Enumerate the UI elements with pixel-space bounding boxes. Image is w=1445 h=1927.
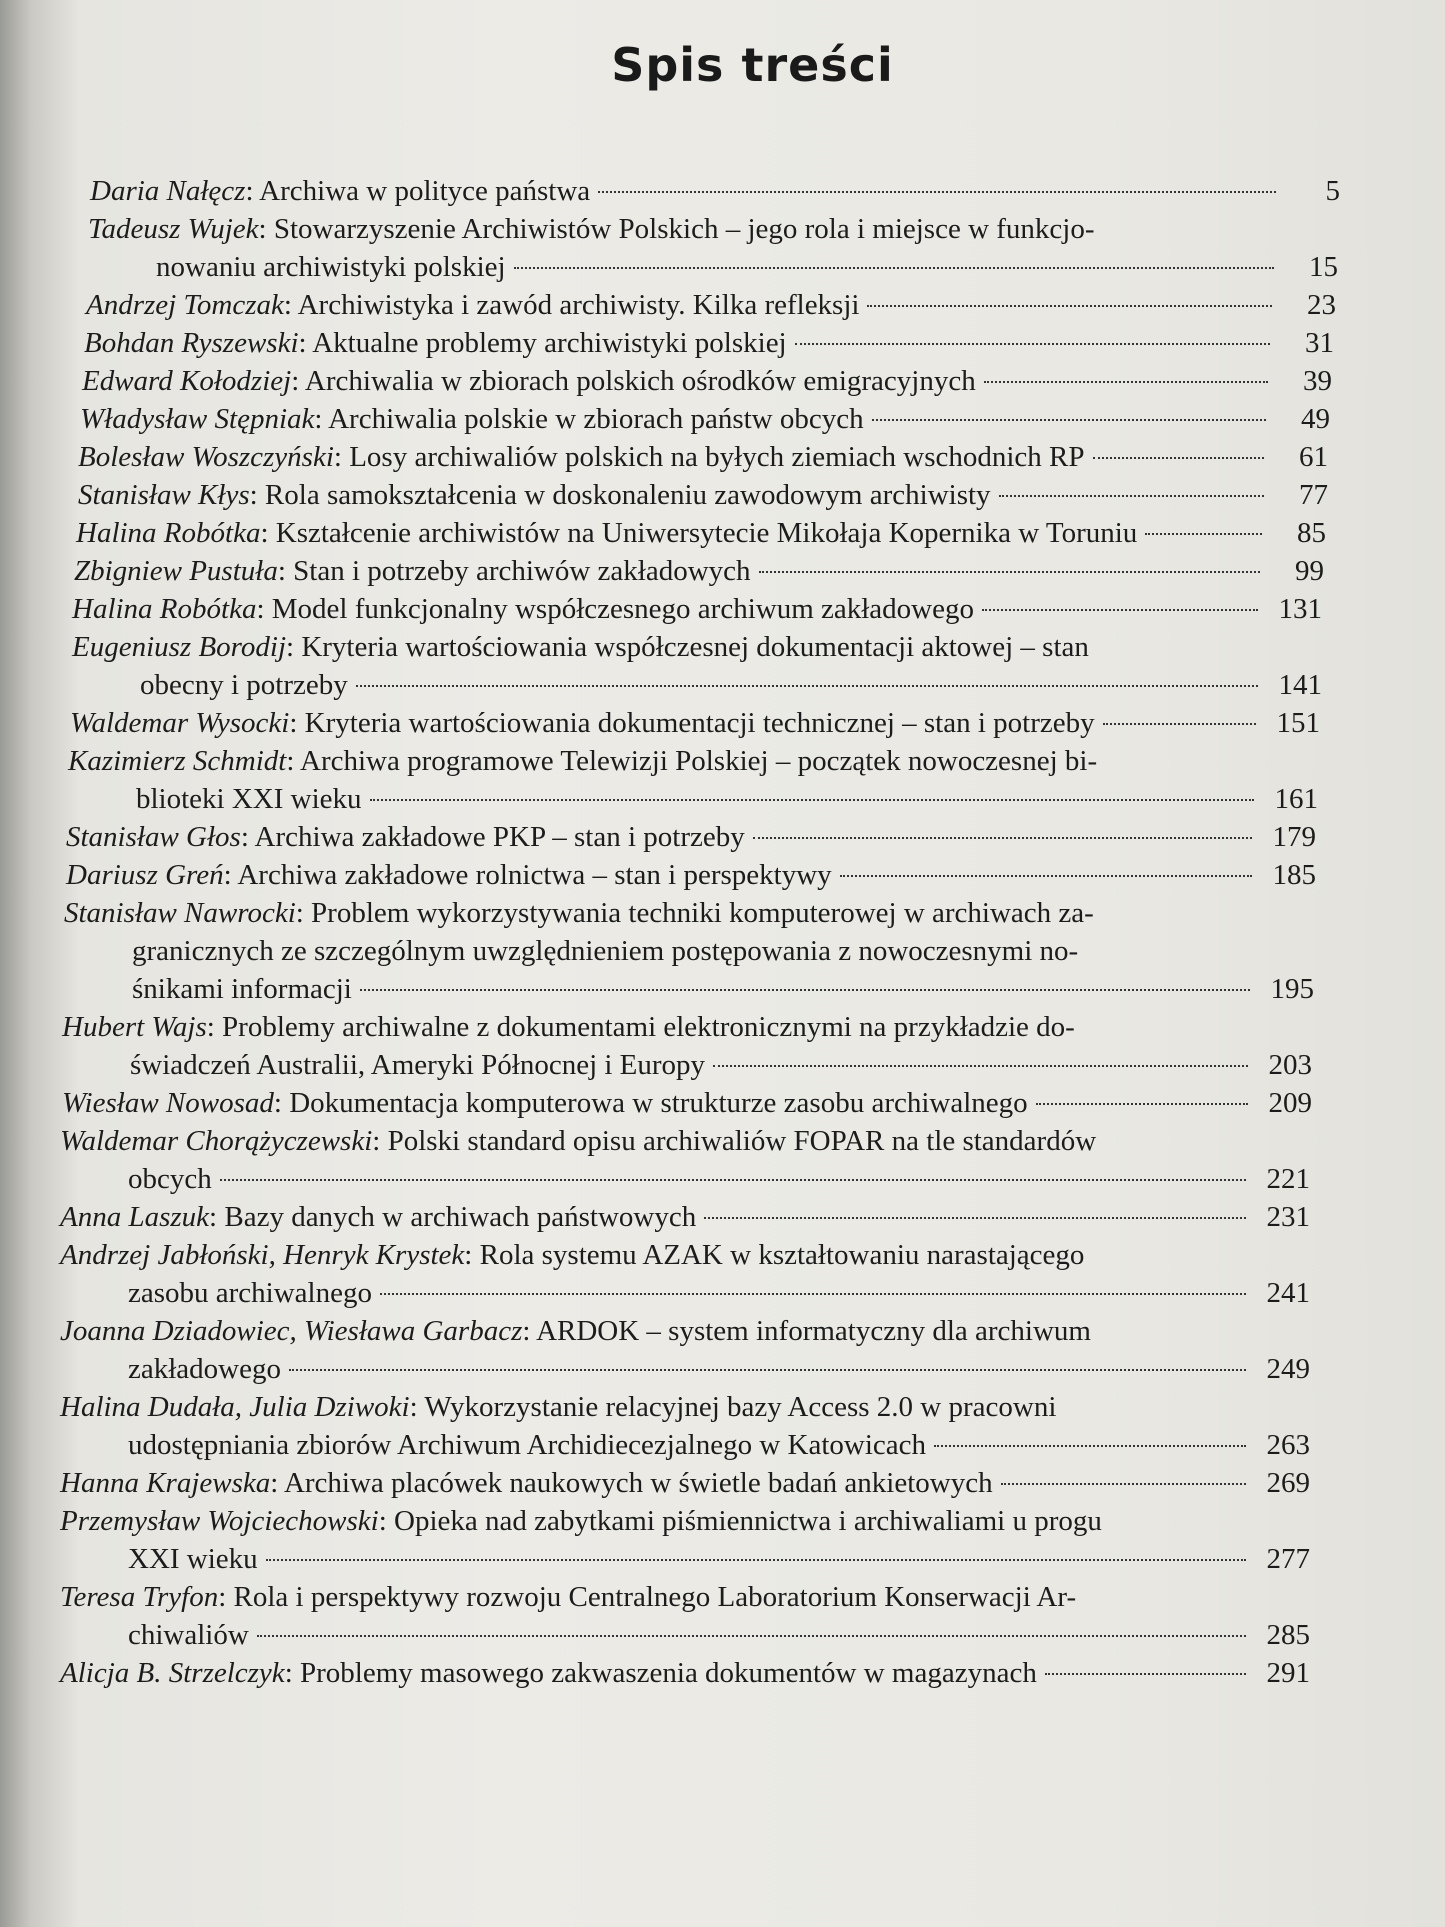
leader-dots xyxy=(867,305,1272,307)
entry-page-number: 195 xyxy=(1270,973,1314,1005)
leader-dots xyxy=(984,381,1268,383)
entry-page-number: 161 xyxy=(1274,783,1318,815)
entry-title: : Archiwalia w zbiorach polskich ośrodków emigracyjnych xyxy=(291,365,976,397)
entry-author: Andrzej Jabłoński, Henryk Krystek xyxy=(60,1239,465,1271)
entry-author: Bohdan Ryszewski xyxy=(84,327,299,359)
entry-title: : Archiwa programowe Telewizji Polskiej – początek nowoczesnej bi- xyxy=(286,745,1098,777)
toc-entry xyxy=(64,894,1314,1008)
leader-dots xyxy=(360,989,1250,991)
entry-title: : Kryteria wartościowania dokumentacji technicznej – stan i potrzeby xyxy=(289,707,1095,739)
entry-page-number: 85 xyxy=(1297,517,1326,549)
entry-author: Halina Dudała, Julia Dziwoki xyxy=(60,1391,410,1423)
toc-entry-line xyxy=(90,172,1340,210)
entry-author: Stanisław Nawrocki xyxy=(64,897,296,929)
table-of-contents xyxy=(60,172,1445,1692)
entry-title: : Rola systemu AZAK w kształtowaniu narastającego xyxy=(464,1239,1085,1271)
entry-title: : Problem wykorzystywania techniki komputerowej w archiwach za- xyxy=(295,897,1094,929)
leader-dots xyxy=(872,419,1266,421)
entry-page-number: 141 xyxy=(1278,669,1322,701)
entry-author: Edward Kołodziej xyxy=(82,365,292,397)
toc-entry-continuation: zasobu archiwalnego 241 xyxy=(60,1274,1310,1312)
toc-page xyxy=(60,0,1445,1927)
toc-entry-continuation: blioteki XXI wieku 161 xyxy=(68,780,1318,818)
toc-entry-line xyxy=(60,1312,1310,1350)
entry-page-number: 99 xyxy=(1295,555,1324,587)
page-title: Spis treści xyxy=(611,38,894,92)
entry-author: Alicja B. Strzelczyk xyxy=(60,1657,285,1689)
leader-dots xyxy=(380,1293,1246,1295)
entry-title: : Archiwalia polskie w zbiorach państw obcych xyxy=(314,403,864,435)
entry-title: : Model funkcjonalny współczesnego archiwum zakładowego xyxy=(256,593,974,625)
entry-author: Andrzej Tomczak xyxy=(86,289,284,321)
leader-dots xyxy=(934,1445,1246,1447)
toc-entry xyxy=(86,286,1336,324)
entry-page-number: 77 xyxy=(1299,479,1328,511)
toc-entry xyxy=(60,1312,1310,1388)
leader-dots xyxy=(257,1635,1246,1637)
toc-entry-continuation: chiwaliów 285 xyxy=(60,1616,1310,1654)
entry-page-number: 291 xyxy=(1266,1657,1310,1689)
entry-page-number: 23 xyxy=(1307,289,1336,321)
entry-page-number: 203 xyxy=(1268,1049,1312,1081)
entry-author: Waldemar Wysocki xyxy=(70,707,290,739)
entry-title: : Archiwa w polityce państwa xyxy=(245,175,591,207)
leader-dots xyxy=(514,267,1274,269)
entry-page-number: 131 xyxy=(1278,593,1322,625)
entry-author: Hubert Wajs xyxy=(62,1011,207,1043)
toc-entry-line xyxy=(84,324,1334,362)
leader-dots xyxy=(1145,533,1262,535)
toc-entry-line xyxy=(72,628,1322,666)
toc-entry-continuation: świadczeń Australii, Ameryki Północnej i Europy 203 xyxy=(62,1046,1312,1084)
entry-title: : Opieka nad zabytkami piśmiennictwa i archiwaliami u progu xyxy=(378,1505,1102,1537)
entry-author: Przemysław Wojciechowski xyxy=(60,1505,379,1537)
entry-page-number: 285 xyxy=(1266,1619,1310,1651)
entry-title: : Problemy archiwalne z dokumentami elektronicznymi na przykładzie do- xyxy=(206,1011,1075,1043)
toc-entry xyxy=(78,476,1328,514)
toc-entry xyxy=(70,704,1320,742)
entry-author: Teresa Tryfon xyxy=(60,1581,219,1613)
entry-title: : Wykorzystanie relacyjnej bazy Access 2.0 w pracowni xyxy=(409,1391,1057,1423)
entry-author: Joanna Dziadowiec, Wiesława Garbacz xyxy=(60,1315,523,1347)
leader-dots xyxy=(289,1369,1246,1371)
entry-author: Stanisław Kłys xyxy=(78,479,250,511)
entry-page-number: 31 xyxy=(1305,327,1334,359)
toc-entry-line xyxy=(60,1464,1310,1502)
entry-author: Anna Laszuk xyxy=(60,1201,210,1233)
toc-entry-line xyxy=(76,514,1326,552)
toc-entry xyxy=(60,1502,1310,1578)
entry-title: : Kształcenie archiwistów na Uniwersytecie Mikołaja Kopernika w Toruniu xyxy=(260,517,1138,549)
toc-entry-line xyxy=(60,1502,1310,1540)
entry-author: Władysław Stępniak xyxy=(80,403,315,435)
leader-dots xyxy=(1036,1103,1248,1105)
toc-entry xyxy=(88,210,1338,286)
entry-author: Bolesław Woszczyński xyxy=(78,441,334,473)
leader-dots xyxy=(753,837,1252,839)
toc-entry-line xyxy=(80,400,1330,438)
toc-entry xyxy=(72,628,1322,704)
leader-dots xyxy=(704,1217,1246,1219)
toc-entry-line xyxy=(82,362,1332,400)
leader-dots xyxy=(598,191,1276,193)
entry-author: Hanna Krajewska xyxy=(60,1467,271,1499)
toc-entry-line xyxy=(68,742,1318,780)
toc-entry xyxy=(62,1084,1312,1122)
entry-title: : Losy archiwaliów polskich na byłych ziemiach wschodnich RP xyxy=(333,441,1085,473)
entry-page-number: 39 xyxy=(1303,365,1332,397)
toc-entry-line xyxy=(62,1084,1312,1122)
entry-title: : Archiwa placówek naukowych w świetle badań ankietowych xyxy=(270,1467,993,1499)
entry-page-number: 15 xyxy=(1309,251,1338,283)
toc-entry-line xyxy=(78,438,1328,476)
leader-dots xyxy=(713,1065,1248,1067)
entry-title: : Dokumentacja komputerowa w strukturze zasobu archiwalnego xyxy=(273,1087,1028,1119)
entry-title: : Stan i potrzeby archiwów zakładowych xyxy=(277,555,751,587)
toc-entry xyxy=(74,552,1324,590)
entry-page-number: 185 xyxy=(1272,859,1316,891)
toc-entry-continuation: nowaniu archiwistyki polskiej 15 xyxy=(88,248,1338,286)
toc-entry-line xyxy=(86,286,1336,324)
toc-entry xyxy=(60,1236,1310,1312)
toc-entry xyxy=(78,438,1328,476)
entry-page-number: 221 xyxy=(1266,1163,1310,1195)
toc-entry xyxy=(60,1578,1310,1654)
entry-title: : Archiwa zakładowe PKP – stan i potrzeby xyxy=(240,821,745,853)
leader-dots xyxy=(370,799,1254,801)
entry-author: Daria Nałęcz xyxy=(90,175,246,207)
toc-entry-line xyxy=(70,704,1320,742)
leader-dots xyxy=(982,609,1258,611)
leader-dots xyxy=(220,1179,1246,1181)
leader-dots xyxy=(1045,1673,1246,1675)
toc-entry xyxy=(60,1122,1310,1198)
toc-entry-line xyxy=(62,1008,1312,1046)
entry-author: Waldemar Chorążyczewski xyxy=(60,1125,373,1157)
entry-author: Stanisław Głos xyxy=(66,821,241,853)
toc-entry-line xyxy=(74,552,1324,590)
entry-title: : Rola samokształcenia w doskonaleniu zawodowym archiwisty xyxy=(249,479,991,511)
entry-title: : Polski standard opisu archiwaliów FOPAR na tle standardów xyxy=(372,1125,1097,1157)
toc-entry-continuation: granicznych ze szczególnym uwzględnieniem postępowania z nowoczesnymi no- xyxy=(132,935,1079,967)
leader-dots xyxy=(1093,457,1264,459)
entry-page-number: 49 xyxy=(1301,403,1330,435)
toc-entry xyxy=(60,1654,1310,1692)
toc-entry-line xyxy=(66,818,1316,856)
leader-dots xyxy=(759,571,1260,573)
leader-dots xyxy=(356,685,1258,687)
entry-title: : Archiwistyka i zawód archiwisty. Kilka refleksji xyxy=(283,289,860,321)
entry-author: Tadeusz Wujek xyxy=(88,213,259,245)
entry-author: Kazimierz Schmidt xyxy=(68,745,287,777)
entry-page-number: 5 xyxy=(1325,175,1340,207)
leader-dots xyxy=(999,495,1264,497)
entry-author: Halina Robótka xyxy=(72,593,257,625)
toc-entry-continuation: zakładowego 249 xyxy=(60,1350,1310,1388)
entry-author: Eugeniusz Borodij xyxy=(72,631,287,663)
entry-page-number: 269 xyxy=(1266,1467,1310,1499)
entry-page-number: 277 xyxy=(1266,1543,1310,1575)
entry-page-number: 179 xyxy=(1272,821,1316,853)
toc-entry-line xyxy=(60,1388,1310,1426)
leader-dots xyxy=(1103,723,1256,725)
toc-entry-line xyxy=(88,210,1338,248)
toc-entry-line xyxy=(64,894,1314,932)
toc-entry xyxy=(66,818,1316,856)
toc-entry xyxy=(60,1464,1310,1502)
entry-title: : Kryteria wartościowania współczesnej dokumentacji aktowej – stan xyxy=(286,631,1089,663)
entry-title: : Rola i perspektywy rozwoju Centralnego Laboratorium Konserwacji Ar- xyxy=(218,1581,1077,1613)
entry-page-number: 151 xyxy=(1276,707,1320,739)
toc-entry-continuation: obecny i potrzeby 141 xyxy=(72,666,1322,704)
entry-author: Wiesław Nowosad xyxy=(62,1087,274,1119)
toc-entry-line xyxy=(60,1236,1310,1274)
entry-title: : Archiwa zakładowe rolnictwa – stan i perspektywy xyxy=(223,859,832,891)
toc-entry-line xyxy=(60,1654,1310,1692)
toc-entry xyxy=(90,172,1340,210)
toc-entry xyxy=(66,856,1316,894)
entry-author: Zbigniew Pustuła xyxy=(74,555,278,587)
toc-entry-line xyxy=(60,1198,1310,1236)
entry-page-number: 61 xyxy=(1299,441,1328,473)
toc-entry xyxy=(72,590,1322,628)
entry-page-number: 241 xyxy=(1266,1277,1310,1309)
toc-entry xyxy=(84,324,1334,362)
toc-entry xyxy=(60,1388,1310,1464)
entry-page-number: 209 xyxy=(1268,1087,1312,1119)
toc-entry-line xyxy=(66,856,1316,894)
toc-entry-continuation: śnikami informacji 195 xyxy=(64,970,1314,1008)
entry-page-number: 231 xyxy=(1266,1201,1310,1233)
toc-entry xyxy=(82,362,1332,400)
toc-entry xyxy=(60,1198,1310,1236)
entry-author: Dariusz Greń xyxy=(66,859,224,891)
entry-page-number: 263 xyxy=(1266,1429,1310,1461)
entry-page-number: 249 xyxy=(1266,1353,1310,1385)
leader-dots xyxy=(795,343,1270,345)
entry-title: : Bazy danych w archiwach państwowych xyxy=(209,1201,697,1233)
toc-entry-continuation: udostępniania zbiorów Archiwum Archidiecezjalnego w Katowicach 263 xyxy=(60,1426,1310,1464)
entry-title: : Aktualne problemy archiwistyki polskiej xyxy=(298,327,787,359)
entry-title: : ARDOK – system informatyczny dla archiwum xyxy=(522,1315,1091,1347)
entry-title: : Stowarzyszenie Archiwistów Polskich – jego rola i miejsce w funkcjo- xyxy=(258,213,1095,245)
entry-title: : Problemy masowego zakwaszenia dokumentów w magazynach xyxy=(284,1657,1037,1689)
toc-entry-line xyxy=(60,1578,1310,1616)
leader-dots xyxy=(840,875,1252,877)
toc-entry-line xyxy=(78,476,1328,514)
toc-entry xyxy=(62,1008,1312,1084)
toc-entry xyxy=(80,400,1330,438)
leader-dots xyxy=(1001,1483,1246,1485)
toc-entry-continuation: obcych 221 xyxy=(60,1160,1310,1198)
toc-entry xyxy=(76,514,1326,552)
toc-entry xyxy=(68,742,1318,818)
toc-entry-line xyxy=(60,1122,1310,1160)
entry-author: Halina Robótka xyxy=(76,517,261,549)
toc-entry-continuation: XXI wieku 277 xyxy=(60,1540,1310,1578)
toc-entry-line xyxy=(72,590,1322,628)
leader-dots xyxy=(266,1559,1246,1561)
